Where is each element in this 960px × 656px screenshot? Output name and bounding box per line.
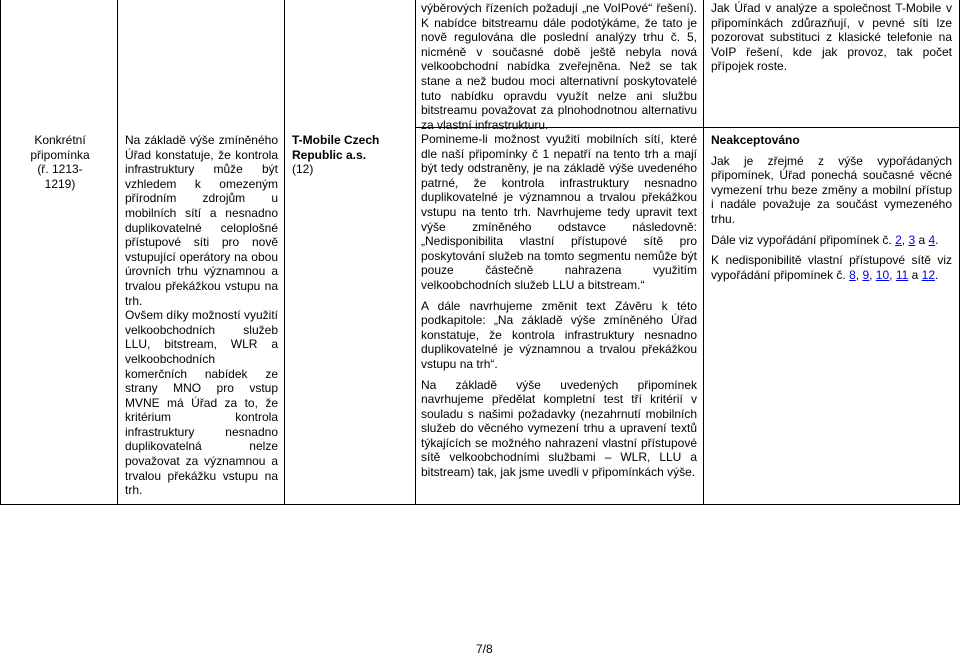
submitter-count: (12): [292, 162, 314, 177]
suffix: .: [935, 232, 939, 247]
continuation-text-cell: [421, 1, 697, 132]
submitter-cell: [292, 133, 402, 177]
table-column-divider: [703, 0, 704, 505]
proposal-paragraph: A dále navrhujeme změnit text Závěru k této podkapitole: „Na základě výše zmíněného Úřad konstatuje, že kontrola infrastruktury nesnadno duplikovatelné je významnou a trvalou překážkou vstupu na trh“.: [421, 298, 697, 371]
page-number: 7/8: [476, 642, 493, 656]
continuation-paragraph: výběrových řízeních požadují „ne VoIPové“ řešení). K nabídce bitstreamu dále podotýkáme, že tato je nově regulována dle poslední analýzy trhu č. 5, nicméně v současné době ještě nebyla nová velkoobchodní nabídka zveřejněna. Než se tak stane a než budou moci alternativní poskytovatelé tuto nabídku opravdu využít nelze ani službu bitstreamu považovat za plnohodnotnou alternativu za vlastní infrastrukturu.: [421, 1, 697, 132]
link-comment-4[interactable]: 4: [928, 232, 936, 247]
comment-paragraph: Na základě výše zmíněného Úřad konstatuje, že kontrola infrastruktury může být vzhledem k omezeným přírodním zdrojům u mobilních sítí a nesnadno duplikovatelné celoplošné přístupové síti pro nově vstupující operátory na obou úrovních trhu významnou a trvalou překážkou vstupu na trh.: [125, 133, 278, 308]
separator: a: [915, 232, 929, 247]
link-comment-8[interactable]: 8: [849, 267, 856, 282]
link-comment-9[interactable]: 9: [862, 267, 870, 282]
link-comment-3[interactable]: 3: [908, 232, 916, 247]
see-also-prefix: Dále viz vypořádání připomínek č.: [711, 232, 896, 247]
link-comment-11[interactable]: 11: [895, 267, 909, 282]
separator: a: [908, 267, 922, 282]
response-paragraph: Jak Úřad v analýze a společnost T-Mobile v připomínkách zdůrazňují, v pevné síti lze pozorovat substituci z klasické telefonie na VoIP řešení, kde jak provoz, tak počet přípojek roste.: [711, 1, 952, 74]
comment-paragraph: Ovšem díky možností využití velkoobchodních služeb LLU, bitstream, WLR a velkoobchodních komerčních nabídek ze strany MNO pro vstup MVNE má Úřad za to, že kritérium kontrola infrastruktury nesnadno duplikovatelná nelze považovat za významnou a trvalou překážku vstupu na trh.: [125, 308, 278, 498]
response-top-cell: [711, 1, 952, 74]
response-main-cell: [711, 133, 952, 282]
link-comment-2[interactable]: 2: [895, 232, 902, 247]
response-paragraph: Jak je zřejmé z výše vypořádaných připomínek, Úřad ponechá současné věcné vymezení trhu beze změny a mobilní přístup i nadále považuje za součást vymezeného trhu.: [711, 153, 952, 226]
table-column-divider: [117, 0, 118, 505]
separator: ,: [869, 267, 876, 282]
comment-type-label: Konkrétní připomínka: [30, 133, 90, 162]
proposal-paragraph: Na základě výše uvedených připomínek navrhujeme předělat kompletní test tří kritérií v souladu s našimi požadavky (nezahrnutí mobilních služeb do věcného vymezení trhu a upravení textů týkajících se možného nahrazení vlastní přístupové sítě velkoobchodními službami – WLR, LLU a bitstream) tak, jak jsme uvedli v připomínkách výše.: [421, 377, 697, 480]
comment-text-cell: [125, 133, 278, 498]
table-column-divider: [415, 0, 416, 505]
table-column-divider: [284, 0, 285, 505]
nonavailability-line: [711, 253, 952, 282]
link-comment-12[interactable]: 12: [921, 267, 935, 282]
table-border-bottom: [0, 504, 960, 505]
comment-type-cell: [24, 133, 96, 191]
suffix: .: [935, 267, 939, 282]
decision-label: Neakceptováno: [711, 133, 800, 147]
see-also-line: [711, 233, 952, 248]
link-comment-10[interactable]: 10: [875, 267, 890, 282]
nonavailability-prefix: K nedisponibilitě vlastní přístupové sítě viz vypořádání připomínek č.: [711, 253, 952, 282]
table-border-left: [0, 0, 1, 505]
proposal-paragraph: Pomineme-li možnost využití mobilních sítí, které dle naší připomínky č 1 nepatří na tento trh a mají být tedy odstraněny, je na základě výše uvedeného patrné, že kontrola infrastruktury nesnadno duplikovatelné je významnou a trvalou překážkou vstupu na tento trh. Navrhujeme tedy upravit text výše zmíněného odstavce následovně: „Nedisponibilita vlastní přístupové sítě pro poskytování služeb na tomto segmentu nemůže být pouze částečně nahrazena využitím velkoobchodních služeb LLU a bitstream.“: [421, 132, 697, 292]
proposal-text-cell: [421, 132, 697, 480]
row-divider: [703, 127, 959, 128]
comment-reference: (ř. 1213-1219): [37, 162, 83, 191]
separator: ,: [901, 232, 909, 247]
separator: ,: [889, 267, 896, 282]
submitter-name: T-Mobile Czech Republic a.s.: [292, 133, 380, 162]
separator: ,: [855, 267, 863, 282]
